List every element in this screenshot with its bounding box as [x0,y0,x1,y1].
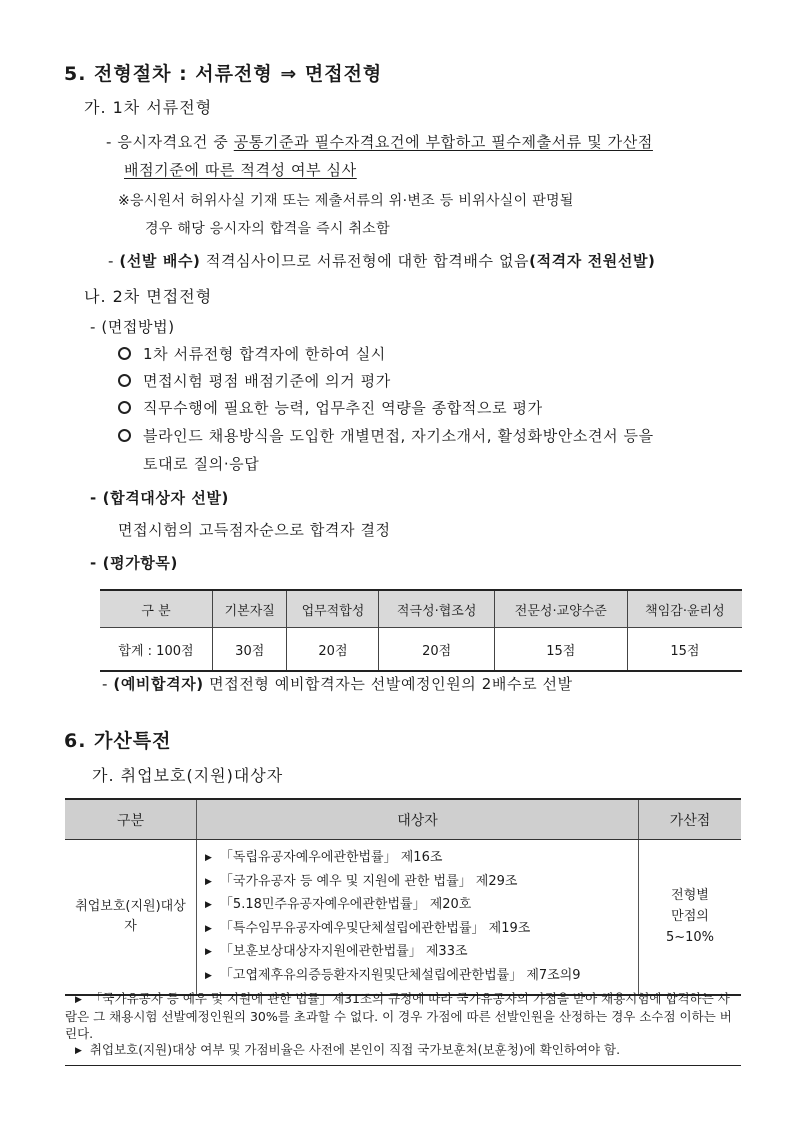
qualification-review-line1 [106,131,653,152]
section5-title: 5. 전형절차 : 서류전형 ⇒ 면접전형 [64,63,383,85]
method-item-text: 1차 서류전형 합격자에 한하여 실시 [143,345,386,363]
method-item-continuation: 토대로 질의·응답 [143,455,260,473]
list-item [205,893,638,917]
circle-bullet-icon [118,429,131,442]
selection-multiple-label: (선발 배수) [119,252,201,270]
table-header-cell: 업무적합성 [287,590,379,628]
table-cell: 20점 [287,628,379,672]
table-cell: 15점 [627,628,742,672]
list-item-text: 「특수임무유공자예우및단체설립에관한법률」 제19조 [219,920,531,936]
false-info-note-line1: ※응시원서 허위사실 기재 또는 제출서류의 위·변조 등 비위사실이 판명될 [118,193,574,209]
note-text: 「국가유공자 등 예우 및 지원에 관한 법률」제31조의 규정에 따라 국가유공자의 가점을 받아 채용시험에 합격하는 사람은 그 채용시험 선발예정인원의 30%를 초과할 수 없다. 이 경우 가점에 따른 선발인원을 산정하는 경우 소수점 이하는 버린다. [65,991,732,1041]
list-item-text: 「보훈보상대상자지원에관한법률」 제33조 [219,944,468,960]
list-item [205,870,638,894]
list-item [205,846,638,870]
reserve-label: (예비합격자) [113,675,204,693]
table-cell: 20점 [379,628,494,672]
qualification-review-line2: 배점기준에 따른 적격성 여부 심사 [124,161,357,179]
section6-title: 6. 가산특전 [64,730,172,752]
bonus-notes [65,991,741,1066]
method-item [118,397,543,418]
method-item [118,343,386,364]
selection-multiple-text: 적격심사이므로 서류전형에 대한 합격배수 없음 [200,252,530,270]
method-item-text: 면접시험 평점 배점기준에 의거 평가 [143,372,391,390]
dash: - [108,252,120,270]
selection-label: - (합격대상자 선발) [90,489,230,507]
list-item-text: 「독립유공자예우에관한법률」 제16조 [219,850,443,865]
table-cell: 15점 [494,628,627,672]
evaluation-score-row [100,628,742,672]
circle-bullet-icon [118,347,131,360]
method-item [118,425,654,446]
dash: - [102,675,114,693]
method-item-text: 블라인드 채용방식을 도입한 개별면접, 자기소개서, 활성화방안소견서 등을 [143,427,654,445]
interview-heading: 나. 2차 면접전형 [84,287,213,306]
false-info-note-line2: 경우 해당 응시자의 합격을 즉시 취소함 [145,221,390,237]
table-cell: 30점 [213,628,287,672]
table-header-cell: 구분 [65,799,197,840]
employment-protection-heading: 가. 취업보호(지원)대상자 [92,766,284,785]
interview-method-label: - (면접방법) [90,318,175,336]
note-item [65,991,741,1042]
table-header-cell: 기본자질 [213,590,287,628]
bonus-points [639,840,742,995]
note-text: 취업보호(지원)대상 여부 및 가점비율은 사전에 본인이 직접 국가보훈처(보훈청)에 확인하여야 함. [89,1042,621,1058]
bonus-points-line: 만점의 [671,909,709,925]
bonus-table [65,798,741,996]
evaluation-header-row [100,590,742,628]
triangle-bullet-icon: ▶ [205,923,212,934]
table-header-cell: 구 분 [100,590,213,628]
triangle-bullet-icon: ▶ [205,876,212,887]
list-item-text: 「고엽제후유의증등환자지원및단체설립에관한법률」 제7조의9 [219,967,581,983]
triangle-bullet-icon: ▶ [75,1046,82,1057]
circle-bullet-icon [118,374,131,387]
table-header-cell: 가산점 [639,799,742,840]
qualification-review-criteria: 공통기준과 필수자격요건에 부합하고 필수제출서류 및 가산점 [233,133,653,151]
list-item-text: 「국가유공자 등 예우 및 지원에 관한 법률」 제29조 [219,873,518,889]
triangle-bullet-icon: ▶ [205,947,212,958]
table-header-cell: 전문성·교양수준 [494,590,627,628]
triangle-bullet-icon: ▶ [205,853,212,863]
list-item [205,917,638,941]
triangle-bullet-icon: ▶ [205,970,212,981]
note-item [65,1042,741,1060]
evaluation-label: - (평가항목) [90,554,178,572]
selection-multiple-line [108,250,656,271]
table-header-cell: 대상자 [197,799,639,840]
bonus-category: 취업보호(지원)대상자 [65,840,197,995]
qualification-review-prefix: - 응시자격요건 중 [106,133,234,151]
table-header-cell: 책임감·윤리성 [627,590,742,628]
triangle-bullet-icon: ▶ [75,995,82,1005]
circle-bullet-icon [118,401,131,414]
method-item [118,370,391,391]
evaluation-table [100,589,742,672]
selection-multiple-note: (적격자 전원선발) [529,252,656,270]
bonus-target-list [197,840,639,995]
reserve-line [102,673,573,694]
list-item [205,964,638,988]
selection-text: 면접시험의 고득점자순으로 합격자 결정 [118,521,391,539]
method-item-text: 직무수행에 필요한 능력, 업무추진 역량을 종합적으로 평가 [143,399,543,417]
bonus-header-row [65,799,741,840]
list-item-text: 「5.18민주유공자예우에관한법률」 제20호 [219,897,472,913]
list-item [205,940,638,964]
table-header-cell: 적극성·협조성 [379,590,494,628]
document-screening-heading: 가. 1차 서류전형 [84,98,213,117]
bonus-row [65,840,741,995]
reserve-text: 면접전형 예비합격자는 선발예정인원의 2배수로 선발 [203,675,573,693]
triangle-bullet-icon: ▶ [205,900,212,911]
bonus-points-line: 5~10% [665,930,715,946]
bonus-points-line: 전형별 [671,888,709,904]
table-cell: 합계 : 100점 [100,628,213,672]
